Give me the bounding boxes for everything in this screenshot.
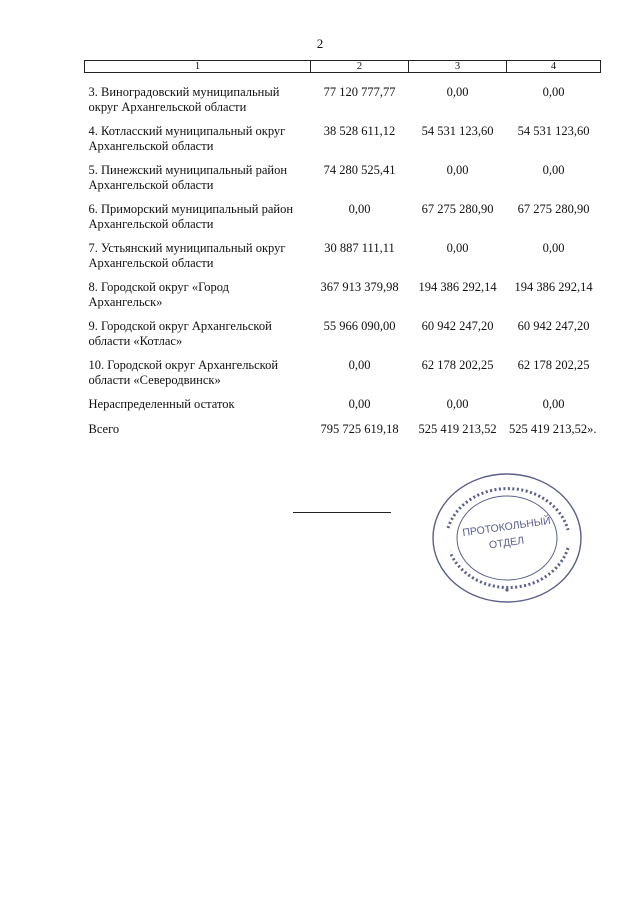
row-value-col2: 55 966 090,00 [323, 319, 396, 333]
table-row [85, 358, 601, 397]
row-value-col3: 0,00 [446, 241, 469, 255]
total-label: Всего [88, 422, 120, 436]
row-value-col4: 0,00 [542, 163, 565, 177]
table-row [85, 280, 601, 319]
total-value-col4: 525 419 213,52». [509, 422, 597, 436]
row-value-col2: 38 528 611,12 [323, 124, 396, 138]
total-value-col3: 525 419 213,52 [418, 422, 497, 436]
stamp-center-text: ПРОТОКОЛЬНЫЙ [461, 514, 552, 540]
total-value-col2: 795 725 619,18 [320, 422, 399, 436]
row-value-col4: 194 386 292,14 [514, 280, 593, 294]
row-value-col2: 367 913 379,98 [320, 280, 399, 294]
row-name: 3. Виноградовский муниципальный округ Архангельской области [88, 85, 280, 114]
column-header-1: 1 [85, 61, 311, 73]
row-name: 6. Приморский муниципальный район Архангельской области [88, 202, 294, 231]
table-row [85, 73, 601, 125]
row-value-col2: 0,00 [348, 397, 371, 411]
row-name: 10. Городской округ Архангельской области «Северодвинск» [88, 358, 279, 387]
row-value-col3: 54 531 123,60 [421, 124, 494, 138]
row-value-col2: 0,00 [348, 202, 371, 216]
row-value-col4: 0,00 [542, 241, 565, 255]
row-value-col3: 67 275 280,90 [421, 202, 494, 216]
table-row [85, 124, 601, 163]
total-row [85, 422, 601, 447]
distribution-table [84, 60, 601, 447]
official-stamp [428, 468, 586, 608]
row-value-col4: 67 275 280,90 [517, 202, 590, 216]
row-value-col3: 60 942 247,20 [421, 319, 494, 333]
column-header-3: 3 [409, 61, 507, 73]
page-number: 2 [316, 36, 324, 51]
stamp-center-text: ОТДЕЛ [488, 534, 525, 552]
table-row [85, 319, 601, 358]
row-value-col4: 54 531 123,60 [517, 124, 590, 138]
row-name: 4. Котласский муниципальный округ Архангельской области [88, 124, 286, 153]
row-value-col3: 0,00 [446, 85, 469, 99]
table-row [85, 202, 601, 241]
row-value-col3: 194 386 292,14 [418, 280, 497, 294]
row-name: 9. Городской округ Архангельской области «Котлас» [88, 319, 272, 348]
column-header-4: 4 [507, 61, 601, 73]
row-value-col2: 0,00 [348, 358, 371, 372]
table-row [85, 163, 601, 202]
column-header-2: 2 [311, 61, 409, 73]
stamp-ring-lettering [450, 548, 568, 588]
row-value-col4: 62 178 202,25 [517, 358, 590, 372]
row-value-col4: 0,00 [542, 397, 565, 411]
signature-line [293, 512, 391, 513]
row-value-col2: 74 280 525,41 [323, 163, 396, 177]
stamp-star-mark [505, 588, 508, 591]
row-value-col3: 0,00 [446, 163, 469, 177]
row-name: 5. Пинежский муниципальный район Архангельской области [88, 163, 288, 192]
table-row [85, 241, 601, 280]
row-value-col2: 30 887 111,11 [324, 241, 395, 255]
row-value-col3: 62 178 202,25 [421, 358, 494, 372]
row-value-col4: 60 942 247,20 [517, 319, 590, 333]
row-value-col4: 0,00 [542, 85, 565, 99]
row-name: 8. Городской округ «Город Архангельск» [88, 280, 229, 309]
table-row [85, 397, 601, 422]
table-header-row [85, 61, 601, 73]
row-value-col2: 77 120 777,77 [323, 85, 396, 99]
row-name: Нераспределенный остаток [88, 397, 235, 411]
row-value-col3: 0,00 [446, 397, 469, 411]
row-name: 7. Устьянский муниципальный округ Архангельской области [88, 241, 286, 270]
